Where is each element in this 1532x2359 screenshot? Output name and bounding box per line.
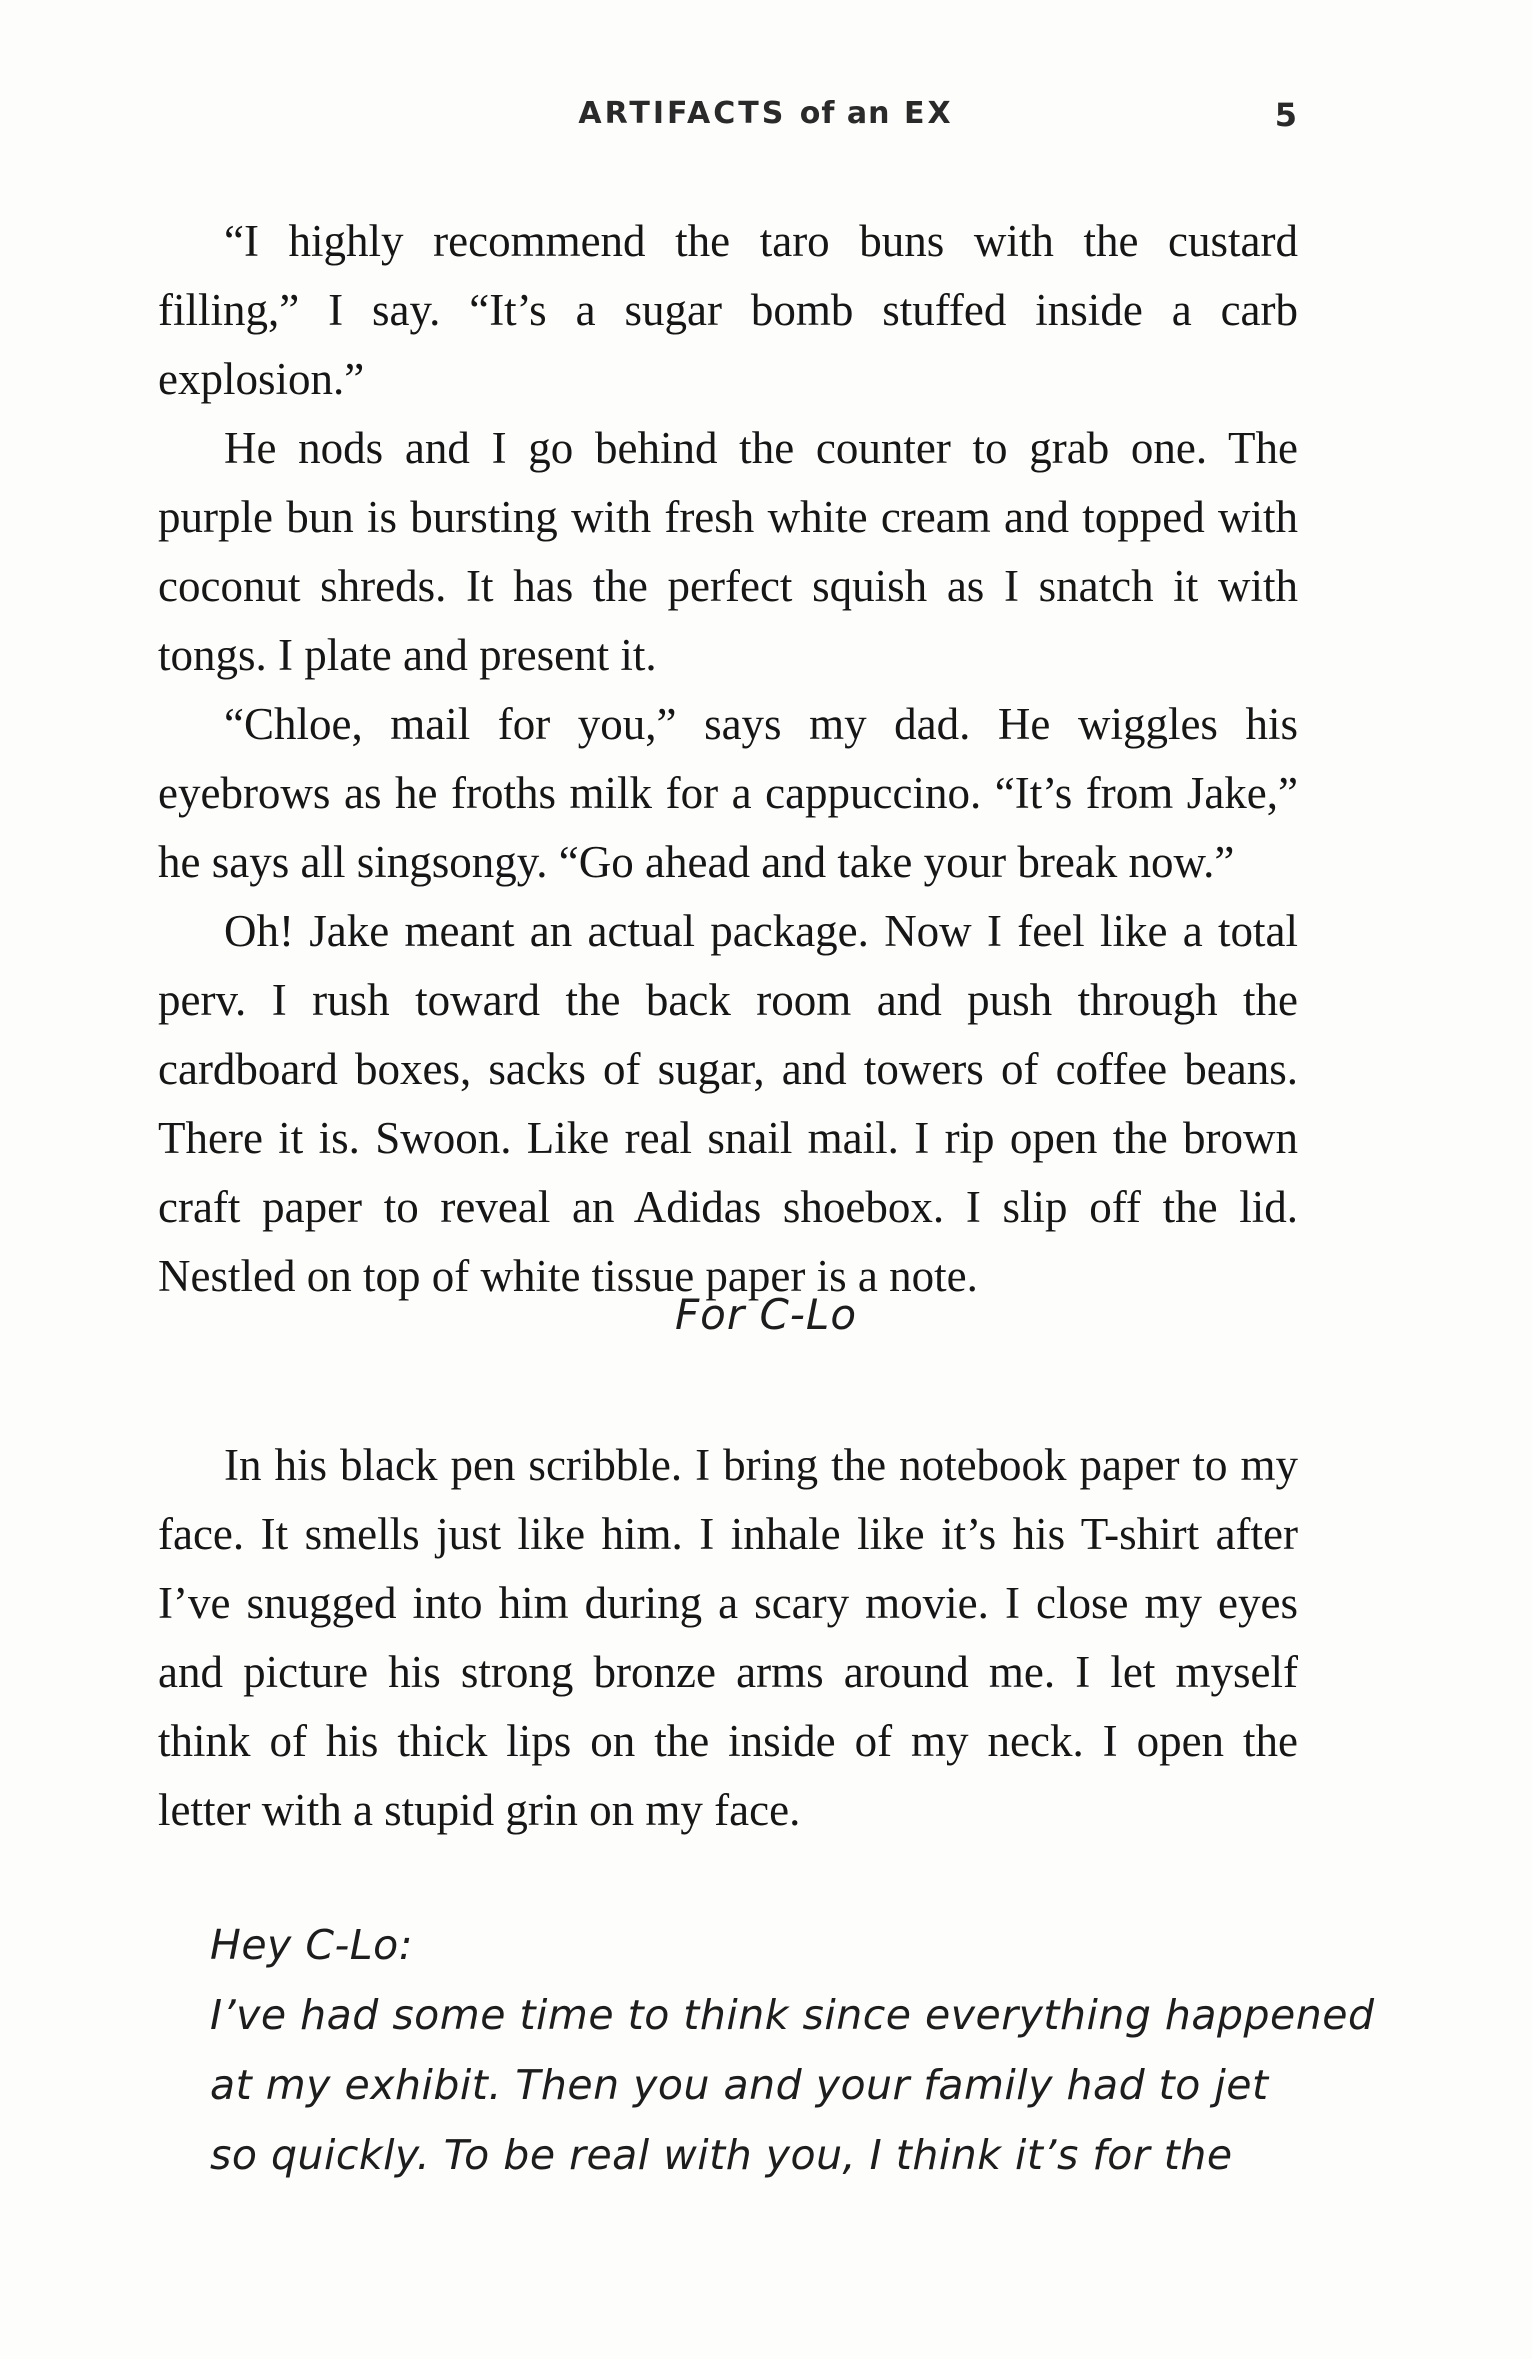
book-title [0, 96, 1532, 131]
body-text-lower [158, 1431, 1298, 1845]
body-text-upper [158, 207, 1298, 1311]
letter-line: Hey C-Lo: [210, 1921, 414, 1969]
letter-line: I’ve had some time to think since everything happened [210, 1991, 1375, 2039]
paragraph: “Chloe, mail for you,” says my dad. He wiggles his eyebrows as he froths milk for a cappuccino. “It’s from Jake,” he says all singsongy. “Go ahead and take your break now.” [158, 699, 1298, 887]
running-head [0, 96, 1532, 140]
letter-line: so quickly. To be real with you, I think it’s for the [210, 2131, 1233, 2179]
paragraph: He nods and I go behind the counter to grab one. The purple bun is bursting with fresh white cream and topped with coconut shreds. It has the perfect squish as I snatch it with tongs. I plate and present it. [158, 423, 1298, 680]
paragraph: “I highly recommend the taro buns with the custard filling,” I say. “It’s a sugar bomb stuffed inside a carb explosion.” [158, 216, 1298, 404]
book-title-of: of an [799, 96, 891, 131]
handwritten-letter [210, 1910, 1375, 2190]
paragraph: Oh! Jake meant an actual package. Now I feel like a total perv. I rush toward the back room and push through the cardboard boxes, sacks of sugar, and towers of coffee beans. There it is. Swoon. Like real snail mail. I rip open the brown craft paper to reveal an Adidas shoebox. I slip off the lid. Nestled on top of white tissue paper is a note. [158, 906, 1298, 1301]
paragraph: In his black pen scribble. I bring the notebook paper to my face. It smells just like him. I inhale like it’s his T-shirt after I’ve snugged into him during a scary movie. I close my eyes and picture his strong bronze arms around me. I let myself think of his thick lips on the inside of my neck. I open the letter with a stupid grin on my face. [158, 1440, 1298, 1835]
page-number: 5 [1274, 96, 1297, 134]
book-title-part1: ARTIFACTS [578, 96, 787, 131]
note-heading: For C-Lo [674, 1290, 858, 1339]
letter-line: at my exhibit. Then you and your family had to jet [210, 2061, 1269, 2109]
book-title-part2: EX [903, 96, 954, 131]
